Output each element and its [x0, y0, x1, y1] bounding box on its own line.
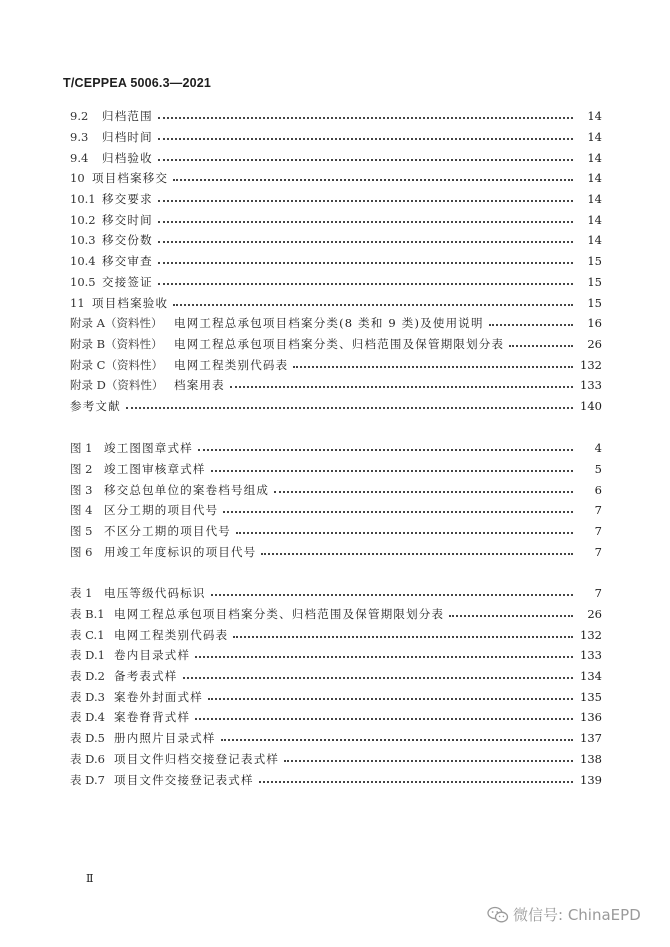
toc-entry-number: 图 3 — [70, 482, 93, 497]
toc-entry — [70, 769, 602, 790]
toc-entry-page: 14 — [587, 212, 602, 227]
toc-entry — [70, 272, 602, 293]
toc-entry-number: 表 D.7 — [70, 772, 105, 787]
toc-entry-page: 14 — [587, 171, 602, 186]
toc-entry — [70, 583, 602, 604]
toc-entry-label: 项目文件归档交接登记表式样 — [114, 751, 280, 766]
toc-entry-page: 134 — [580, 669, 602, 684]
page-header — [63, 76, 211, 90]
toc-entry-number: 表 1 — [70, 586, 93, 601]
toc-entry-page: 14 — [587, 233, 602, 248]
toc-entry-label: 档案用表 — [174, 378, 225, 393]
toc-entry-page: 5 — [594, 462, 602, 477]
toc-entry-page: 133 — [580, 648, 602, 663]
toc-entry — [70, 604, 602, 625]
toc-entry-number: 表 C.1 — [70, 627, 105, 642]
toc-entry-label: 移交份数 — [102, 233, 153, 248]
toc-entry — [70, 334, 602, 355]
toc-entry-page: 135 — [580, 689, 602, 704]
toc-entry-page: 136 — [580, 710, 602, 725]
dot-leader — [158, 235, 573, 243]
toc-entry-label: 竣工图图章式样 — [104, 441, 193, 456]
toc-entry-number: 10.3 — [70, 233, 96, 248]
dot-leader — [211, 464, 573, 472]
dot-leader — [509, 339, 573, 347]
toc-entry — [70, 127, 602, 148]
toc-entry-page: 14 — [587, 192, 602, 207]
toc-entry-number: 表 D.1 — [70, 648, 105, 663]
toc-entry-label: 电网工程总承包项目档案分类(8 类和 9 类)及使用说明 — [174, 316, 484, 331]
dot-leader — [158, 153, 573, 161]
dot-leader — [293, 360, 573, 368]
dot-leader — [126, 401, 573, 409]
toc-entry-page: 7 — [594, 524, 602, 539]
toc-entry-page: 7 — [594, 586, 602, 601]
toc-entry-page: 14 — [587, 150, 602, 165]
toc-entry — [70, 230, 602, 251]
toc-entry-label: 卷内目录式样 — [114, 648, 191, 663]
toc-entry-page: 6 — [594, 482, 602, 497]
dot-leader — [236, 526, 573, 534]
toc-entry-page: 26 — [587, 607, 602, 622]
toc-entry-page: 16 — [587, 316, 602, 331]
dot-leader — [158, 256, 573, 264]
toc-entry — [70, 686, 602, 707]
toc-entry — [70, 645, 602, 666]
toc-entry-number: 表 D.3 — [70, 689, 105, 704]
toc-entry-page: 132 — [580, 627, 602, 642]
toc-entry-page: 7 — [594, 503, 602, 518]
toc-entry-label: 竣工图审核章式样 — [104, 462, 206, 477]
toc-entry-label: 电网工程总承包项目档案分类、归档范围及保管期限划分表 — [114, 607, 445, 622]
toc-entry — [70, 209, 602, 230]
dot-leader — [233, 630, 573, 638]
toc-entry-page: 140 — [580, 398, 602, 413]
toc-entry-label: 移交审查 — [102, 254, 153, 269]
toc-entry — [70, 106, 602, 127]
toc-entry-page: 138 — [580, 751, 602, 766]
toc-entry-number: 10.5 — [70, 274, 96, 289]
toc-entry-number: 10.1 — [70, 192, 96, 207]
dot-leader — [259, 775, 573, 783]
watermark — [487, 904, 641, 925]
toc-entry — [70, 624, 602, 645]
dot-leader — [274, 485, 573, 493]
toc-entry-number: 11 — [70, 295, 85, 310]
toc-entry-number: 图 6 — [70, 544, 93, 559]
toc-entry-number: 9.4 — [70, 150, 89, 165]
toc-entry-label: 案卷脊背式样 — [114, 710, 191, 725]
figures-list — [70, 438, 602, 562]
toc-entry — [70, 168, 602, 189]
toc-entry-number: 图 1 — [70, 441, 93, 456]
toc-entry — [70, 292, 602, 313]
toc-entry-page: 14 — [587, 130, 602, 145]
dot-leader — [221, 733, 573, 741]
toc-entry-number: 10.2 — [70, 212, 96, 227]
toc-entry — [70, 728, 602, 749]
toc-entry-page: 4 — [594, 441, 602, 456]
toc-entry-number: 图 4 — [70, 503, 93, 518]
toc-entry-number: 附录 D（资料性） — [70, 378, 164, 393]
toc-entry-label: 交接签证 — [102, 274, 153, 289]
toc-entry-label: 不区分工期的项目代号 — [104, 524, 231, 539]
dot-leader — [158, 194, 573, 202]
toc-entry-page: 14 — [587, 109, 602, 124]
toc-entry — [70, 438, 602, 459]
toc-entry-number: 9.2 — [70, 109, 89, 124]
toc-entry-label: 用竣工年度标识的项目代号 — [104, 544, 257, 559]
toc-entry-label: 项目文件交接登记表式样 — [114, 772, 254, 787]
toc-entry — [70, 354, 602, 375]
toc-entry-number: 附录 C（资料性） — [70, 357, 163, 372]
toc-entry-page: 137 — [580, 731, 602, 746]
toc-entry-label: 案卷外封面式样 — [114, 689, 203, 704]
toc-entry-number: 图 2 — [70, 462, 93, 477]
dot-leader — [195, 712, 573, 720]
toc-entry-page: 26 — [587, 336, 602, 351]
toc-entry-label: 区分工期的项目代号 — [104, 503, 219, 518]
toc-entry-label: 册内照片目录式样 — [114, 731, 216, 746]
dot-leader — [173, 298, 573, 306]
toc-entry-page: 15 — [587, 254, 602, 269]
toc-entry — [70, 749, 602, 770]
toc-entry — [70, 396, 602, 417]
toc-entry-page: 7 — [594, 544, 602, 559]
toc-entry — [70, 541, 602, 562]
toc-entry — [70, 500, 602, 521]
dot-leader — [211, 588, 573, 596]
tables-list — [70, 583, 602, 790]
dot-leader — [195, 650, 573, 658]
toc-entry-label: 电网工程类别代码表 — [174, 357, 289, 372]
toc-entry-label: 备考表式样 — [114, 669, 178, 684]
toc-entry-page: 133 — [580, 378, 602, 393]
toc-entry-number: 表 D.5 — [70, 731, 105, 746]
toc-entry — [70, 313, 602, 334]
dot-leader — [489, 318, 573, 326]
toc-entry-label: 项目档案移交 — [92, 171, 169, 186]
toc-entry-page: 15 — [587, 295, 602, 310]
page-number: Ⅱ — [86, 872, 94, 885]
toc-entry-label: 移交总包单位的案卷档号组成 — [104, 482, 270, 497]
toc-entry — [70, 521, 602, 542]
toc-entry-label: 电压等级代码标识 — [104, 586, 206, 601]
toc-entry-page: 15 — [587, 274, 602, 289]
toc-entry — [70, 189, 602, 210]
toc-entry-number: 10.4 — [70, 254, 96, 269]
dot-leader — [284, 754, 573, 762]
dot-leader — [261, 547, 573, 555]
dot-leader — [158, 215, 573, 223]
toc-entry-number: 表 D.6 — [70, 751, 105, 766]
dot-leader — [230, 380, 573, 388]
wechat-icon — [487, 906, 509, 924]
toc-entry — [70, 707, 602, 728]
dot-leader — [208, 692, 573, 700]
toc-entry — [70, 251, 602, 272]
toc-entry-number: 10 — [70, 171, 85, 186]
toc-entry-number: 图 5 — [70, 524, 93, 539]
toc-entry-number: 附录 A（资料性） — [70, 316, 163, 331]
toc-entry-label: 移交时间 — [102, 212, 153, 227]
dot-leader — [173, 173, 573, 181]
dot-leader — [449, 609, 573, 617]
toc-entry-number: 9.3 — [70, 130, 89, 145]
toc-entry-label: 归档范围 — [102, 109, 153, 124]
dot-leader — [183, 671, 574, 679]
toc-entry-label: 移交要求 — [102, 192, 153, 207]
dot-leader — [198, 443, 573, 451]
dot-leader — [158, 111, 573, 119]
toc-entry — [70, 459, 602, 480]
toc-entry-label: 参考文献 — [70, 398, 121, 413]
toc-entry-label: 电网工程类别代码表 — [114, 627, 229, 642]
toc-entry-page: 132 — [580, 357, 602, 372]
toc-entry-label: 项目档案验收 — [92, 295, 169, 310]
toc-entry-page: 139 — [580, 772, 602, 787]
toc-entry-label: 归档时间 — [102, 130, 153, 145]
toc-entry-number: 表 B.1 — [70, 607, 105, 622]
dot-leader — [158, 132, 573, 140]
watermark-text: 微信号: ChinaEPD — [513, 906, 641, 924]
dot-leader — [223, 505, 573, 513]
toc-entry-number: 表 D.4 — [70, 710, 105, 725]
toc-entry-label: 电网工程总承包项目档案分类、归档范围及保管期限划分表 — [174, 336, 505, 351]
toc-entry — [70, 666, 602, 687]
dot-leader — [158, 277, 573, 285]
toc-entry — [70, 479, 602, 500]
contents-list — [70, 106, 602, 416]
toc-entry-number: 表 D.2 — [70, 669, 105, 684]
toc-entry-number: 附录 B（资料性） — [70, 336, 163, 351]
toc-entry-label: 归档验收 — [102, 150, 153, 165]
toc-entry — [70, 375, 602, 396]
toc-entry — [70, 147, 602, 168]
doc-code: T/CEPPEA 5006.3—2021 — [63, 76, 212, 90]
